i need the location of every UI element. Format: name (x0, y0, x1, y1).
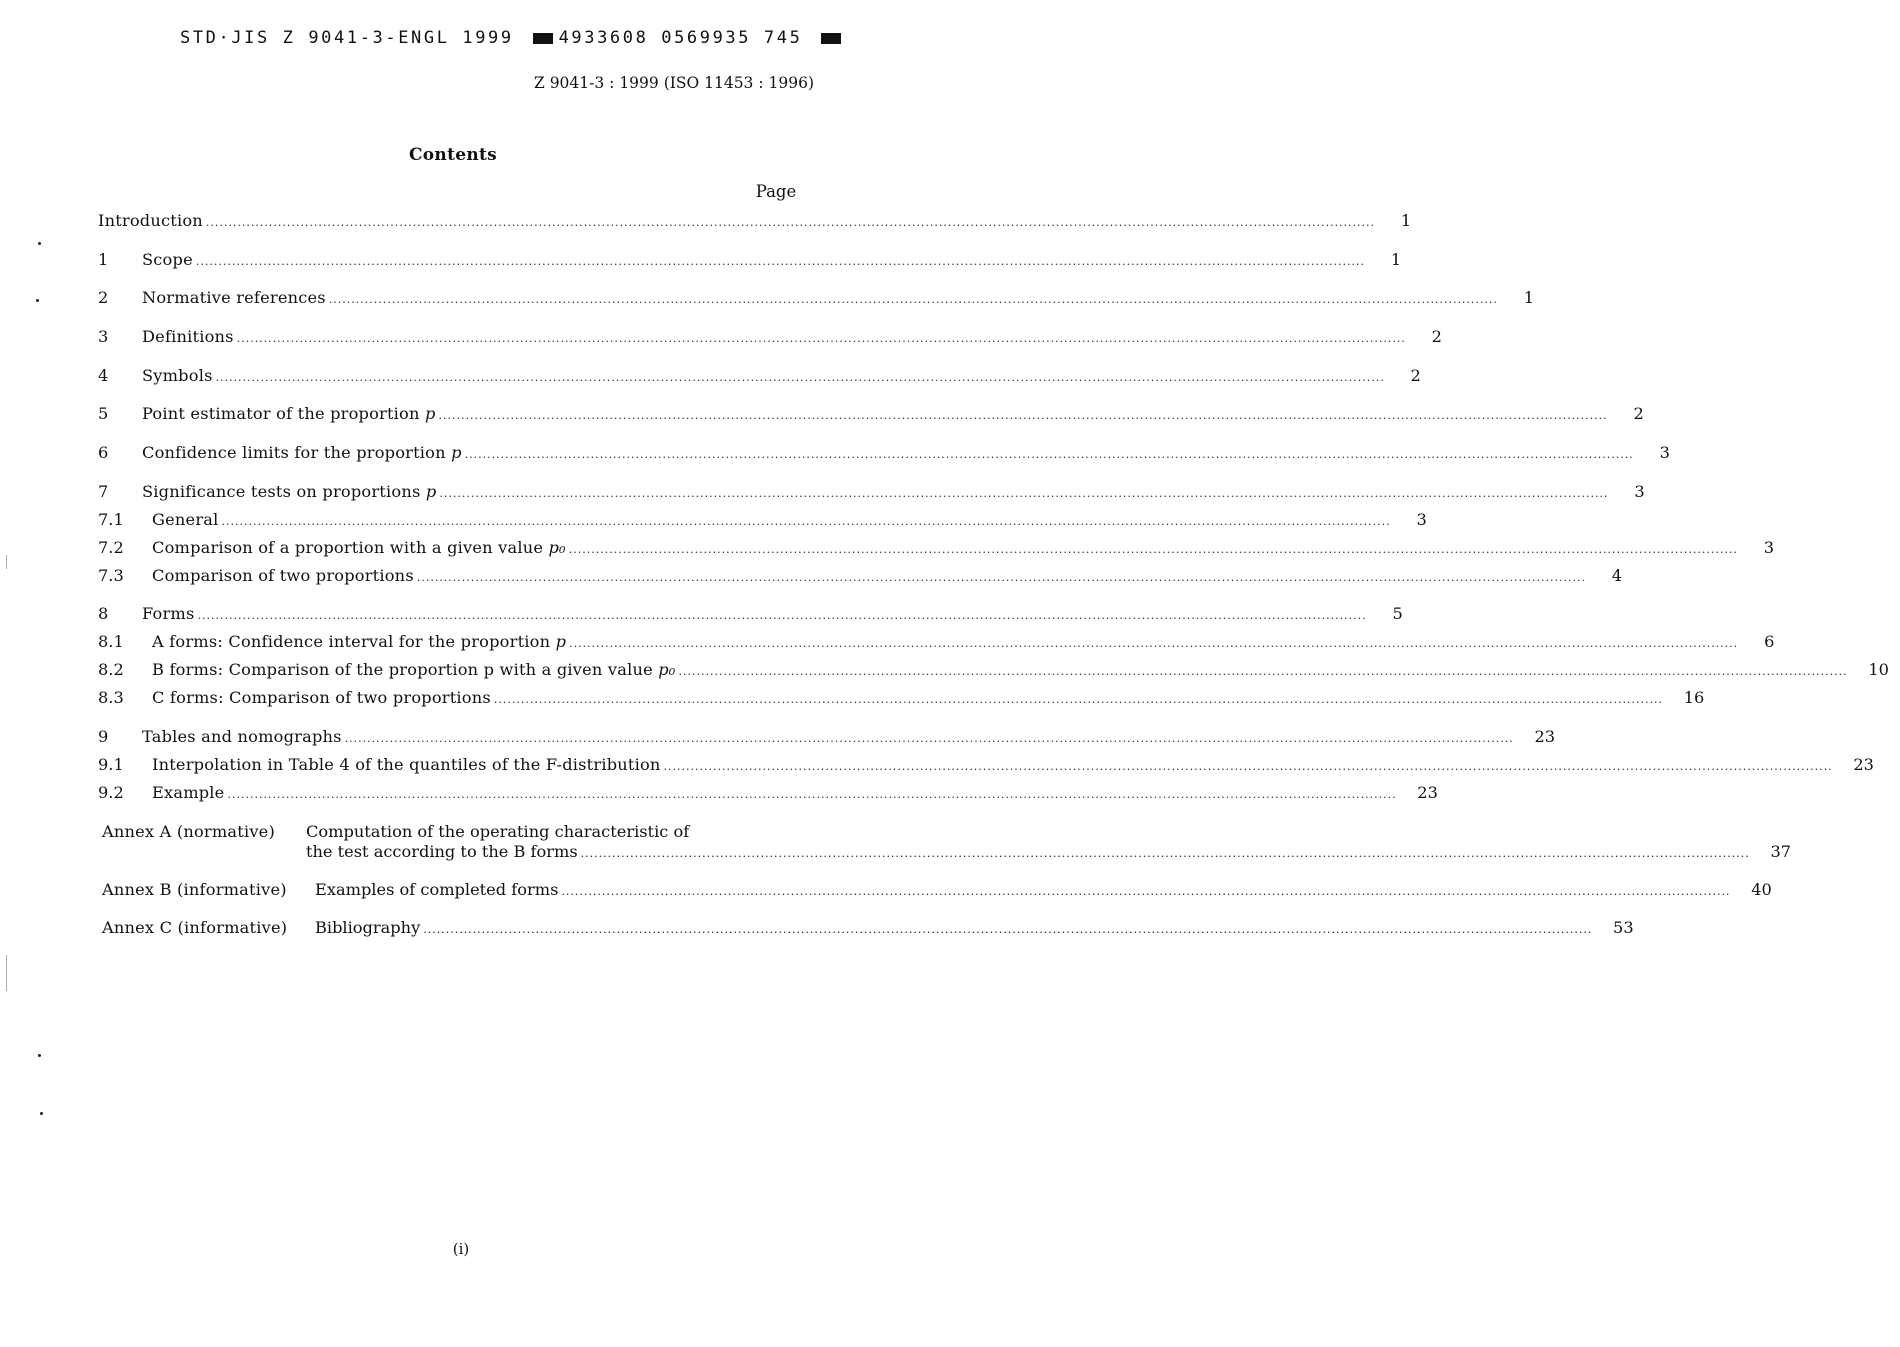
toc-entry-number: 5 (98, 404, 109, 423)
scan-speck (36, 299, 39, 302)
toc-entry-number: 6 (98, 443, 109, 462)
annex-title-line (306, 822, 1802, 842)
dot-leader (237, 327, 1406, 351)
annex-title: Examples of completed forms (315, 880, 559, 899)
annex-title-line (315, 880, 1783, 902)
scan-line (6, 555, 7, 569)
standard-reference: Z 9041-3 : 1999 (ISO 11453 : 1996) (534, 74, 814, 92)
dot-leader (581, 844, 1750, 864)
toc-entry-8[interactable] (98, 602, 1403, 626)
document-id-text: STD·JIS Z 9041-3-ENGL 1999 (180, 28, 514, 48)
toc-entry-number: 8.3 (98, 688, 124, 707)
math-variable: p₀ (548, 538, 566, 557)
toc-entry-7-3[interactable] (98, 564, 1623, 588)
toc-entry-8-2[interactable] (98, 658, 1889, 682)
document-id-code: 4933608 0569935 745 (558, 28, 803, 48)
toc-entry-title: Comparison of a proportion with a given value p₀ (152, 538, 566, 557)
toc-annex-a[interactable] (102, 822, 1792, 864)
toc-entry-9-1[interactable] (98, 753, 1874, 777)
scan-speck (38, 242, 41, 245)
dot-leader (329, 288, 1498, 312)
annex-body (315, 880, 1783, 902)
toc-entry-number: 9.1 (98, 755, 124, 774)
page-number: (i) (452, 1240, 470, 1258)
annex-title-line (315, 918, 1644, 940)
toc-entry-page: 10 (1868, 660, 1889, 679)
scan-speck (38, 1054, 41, 1057)
toc-entry-1[interactable] (98, 248, 1402, 272)
toc-entry-title: Interpolation in Table 4 of the quantiles of the F-distribution (152, 755, 661, 774)
dot-leader (216, 366, 1385, 390)
block-mark (533, 33, 553, 44)
dot-leader (345, 727, 1514, 751)
dot-leader (465, 443, 1634, 467)
toc-entry-title: C forms: Comparison of two proportions (152, 688, 491, 707)
toc-entry-number: 8.1 (98, 632, 124, 651)
annex-label: Annex A (normative) (102, 822, 275, 841)
toc-entry-page: 16 (1683, 688, 1705, 707)
toc-entry-page: 6 (1764, 632, 1775, 651)
toc-entry-4[interactable] (98, 364, 1421, 388)
toc-annex-b[interactable] (102, 880, 1772, 902)
toc-entry-page: 2 (1431, 327, 1442, 346)
toc-annex-c[interactable] (102, 918, 1634, 940)
toc-entry-title: Normative references (142, 288, 326, 307)
toc-entry-number: 7.1 (98, 510, 124, 529)
dot-leader (569, 538, 1738, 562)
toc-entry-title: Point estimator of the proportion p (142, 404, 436, 423)
toc-entry-title: Significance tests on proportions p (142, 482, 437, 501)
dot-leader (198, 604, 1367, 628)
dot-leader (221, 510, 1390, 534)
toc-entry-page: 3 (1763, 538, 1775, 557)
toc-entry-page: 23 (1534, 727, 1556, 746)
annex-body (315, 918, 1644, 940)
toc-entry-title: Symbols (142, 366, 213, 385)
annex-label: Annex B (informative) (102, 880, 287, 899)
toc-entry-page: 23 (1853, 755, 1874, 774)
toc-entry-number: 8.2 (98, 660, 124, 679)
toc-entry-title: Introduction (98, 211, 203, 230)
toc-entry-page: 2 (1633, 404, 1644, 423)
annex-page: 53 (1613, 918, 1634, 937)
toc-entry-2[interactable] (98, 286, 1535, 310)
dot-leader (206, 211, 1375, 235)
page-title: Contents (408, 145, 498, 165)
annex-page: 37 (1770, 842, 1792, 861)
toc-entry-introduction[interactable] (98, 209, 1412, 233)
toc-entry-9[interactable] (98, 725, 1556, 749)
toc-entry-title: Scope (142, 250, 193, 269)
toc-entry-page: 3 (1659, 443, 1670, 462)
toc-entry-7-2[interactable] (98, 536, 1775, 560)
math-variable: p (555, 632, 567, 651)
dot-leader (664, 755, 1833, 779)
annex-title-line (306, 842, 1802, 864)
toc-entry-page: 1 (1390, 250, 1402, 269)
toc-entry-page: 4 (1611, 566, 1623, 585)
toc-entry-title: Example (152, 783, 225, 802)
toc-entry-title: B forms: Comparison of the proportion p with a given value p₀ (152, 660, 676, 679)
scan-speck (40, 1112, 43, 1115)
dot-leader (417, 566, 1586, 590)
dot-leader (561, 882, 1730, 902)
annex-title: Computation of the operating characteristic of (306, 822, 690, 841)
math-variable: p (451, 443, 462, 462)
dot-leader (439, 482, 1608, 506)
annex-title-cont: the test according to the B forms (306, 842, 578, 861)
toc-entry-title: A forms: Confidence interval for the proportion p (152, 632, 567, 651)
toc-entry-page: 2 (1410, 366, 1421, 385)
document-id-line (180, 28, 803, 52)
toc-entry-8-1[interactable] (98, 630, 1775, 654)
annex-label: Annex C (informative) (102, 918, 288, 937)
toc-entry-number: 7.3 (98, 566, 124, 585)
math-variable: p (424, 404, 436, 423)
page-column-header: Page (755, 182, 797, 201)
toc-entry-page: 5 (1392, 604, 1403, 623)
toc-entry-title: Comparison of two proportions (152, 566, 414, 585)
dot-leader (494, 688, 1663, 712)
toc-entry-page: 3 (1634, 482, 1645, 501)
toc-entry-6[interactable] (98, 441, 1670, 465)
toc-entry-title: General (152, 510, 219, 529)
toc-entry-number: 4 (98, 366, 109, 385)
toc-entry-7-1[interactable] (98, 508, 1427, 532)
dot-leader (423, 920, 1592, 940)
toc-entry-title: Definitions (142, 327, 234, 346)
toc-entry-number: 9 (98, 727, 109, 746)
toc-entry-number: 2 (98, 288, 109, 307)
toc-entry-8-3[interactable] (98, 686, 1705, 710)
toc-entry-title: Confidence limits for the proportion p (142, 443, 462, 462)
toc-entry-page: 1 (1523, 288, 1535, 307)
toc-entry-5[interactable] (98, 402, 1644, 426)
toc-entry-number: 7 (98, 482, 109, 501)
block-mark (821, 33, 841, 44)
scan-line (6, 955, 7, 991)
dot-leader (679, 660, 1848, 684)
dot-leader (196, 250, 1365, 274)
toc-entry-number: 9.2 (98, 783, 124, 802)
toc-entry-title: Forms (142, 604, 195, 623)
toc-entry-9-2[interactable] (98, 781, 1438, 805)
annex-body (306, 822, 1802, 864)
math-variable: p₀ (658, 660, 676, 679)
toc-entry-title: Tables and nomographs (142, 727, 342, 746)
toc-entry-page: 3 (1416, 510, 1427, 529)
math-variable: p (425, 482, 437, 501)
toc-entry-page: 23 (1417, 783, 1438, 802)
toc-entry-number: 3 (98, 327, 109, 346)
toc-entry-number: 8 (98, 604, 109, 623)
annex-page: 40 (1751, 880, 1772, 899)
toc-entry-3[interactable] (98, 325, 1442, 349)
toc-entry-7[interactable] (98, 480, 1645, 504)
toc-entry-number: 1 (98, 250, 109, 269)
dot-leader (439, 404, 1608, 428)
dot-leader (227, 783, 1396, 807)
annex-title: Bibliography (315, 918, 421, 937)
dot-leader (569, 632, 1738, 656)
toc-entry-number: 7.2 (98, 538, 124, 557)
toc-entry-page: 1 (1400, 211, 1412, 230)
